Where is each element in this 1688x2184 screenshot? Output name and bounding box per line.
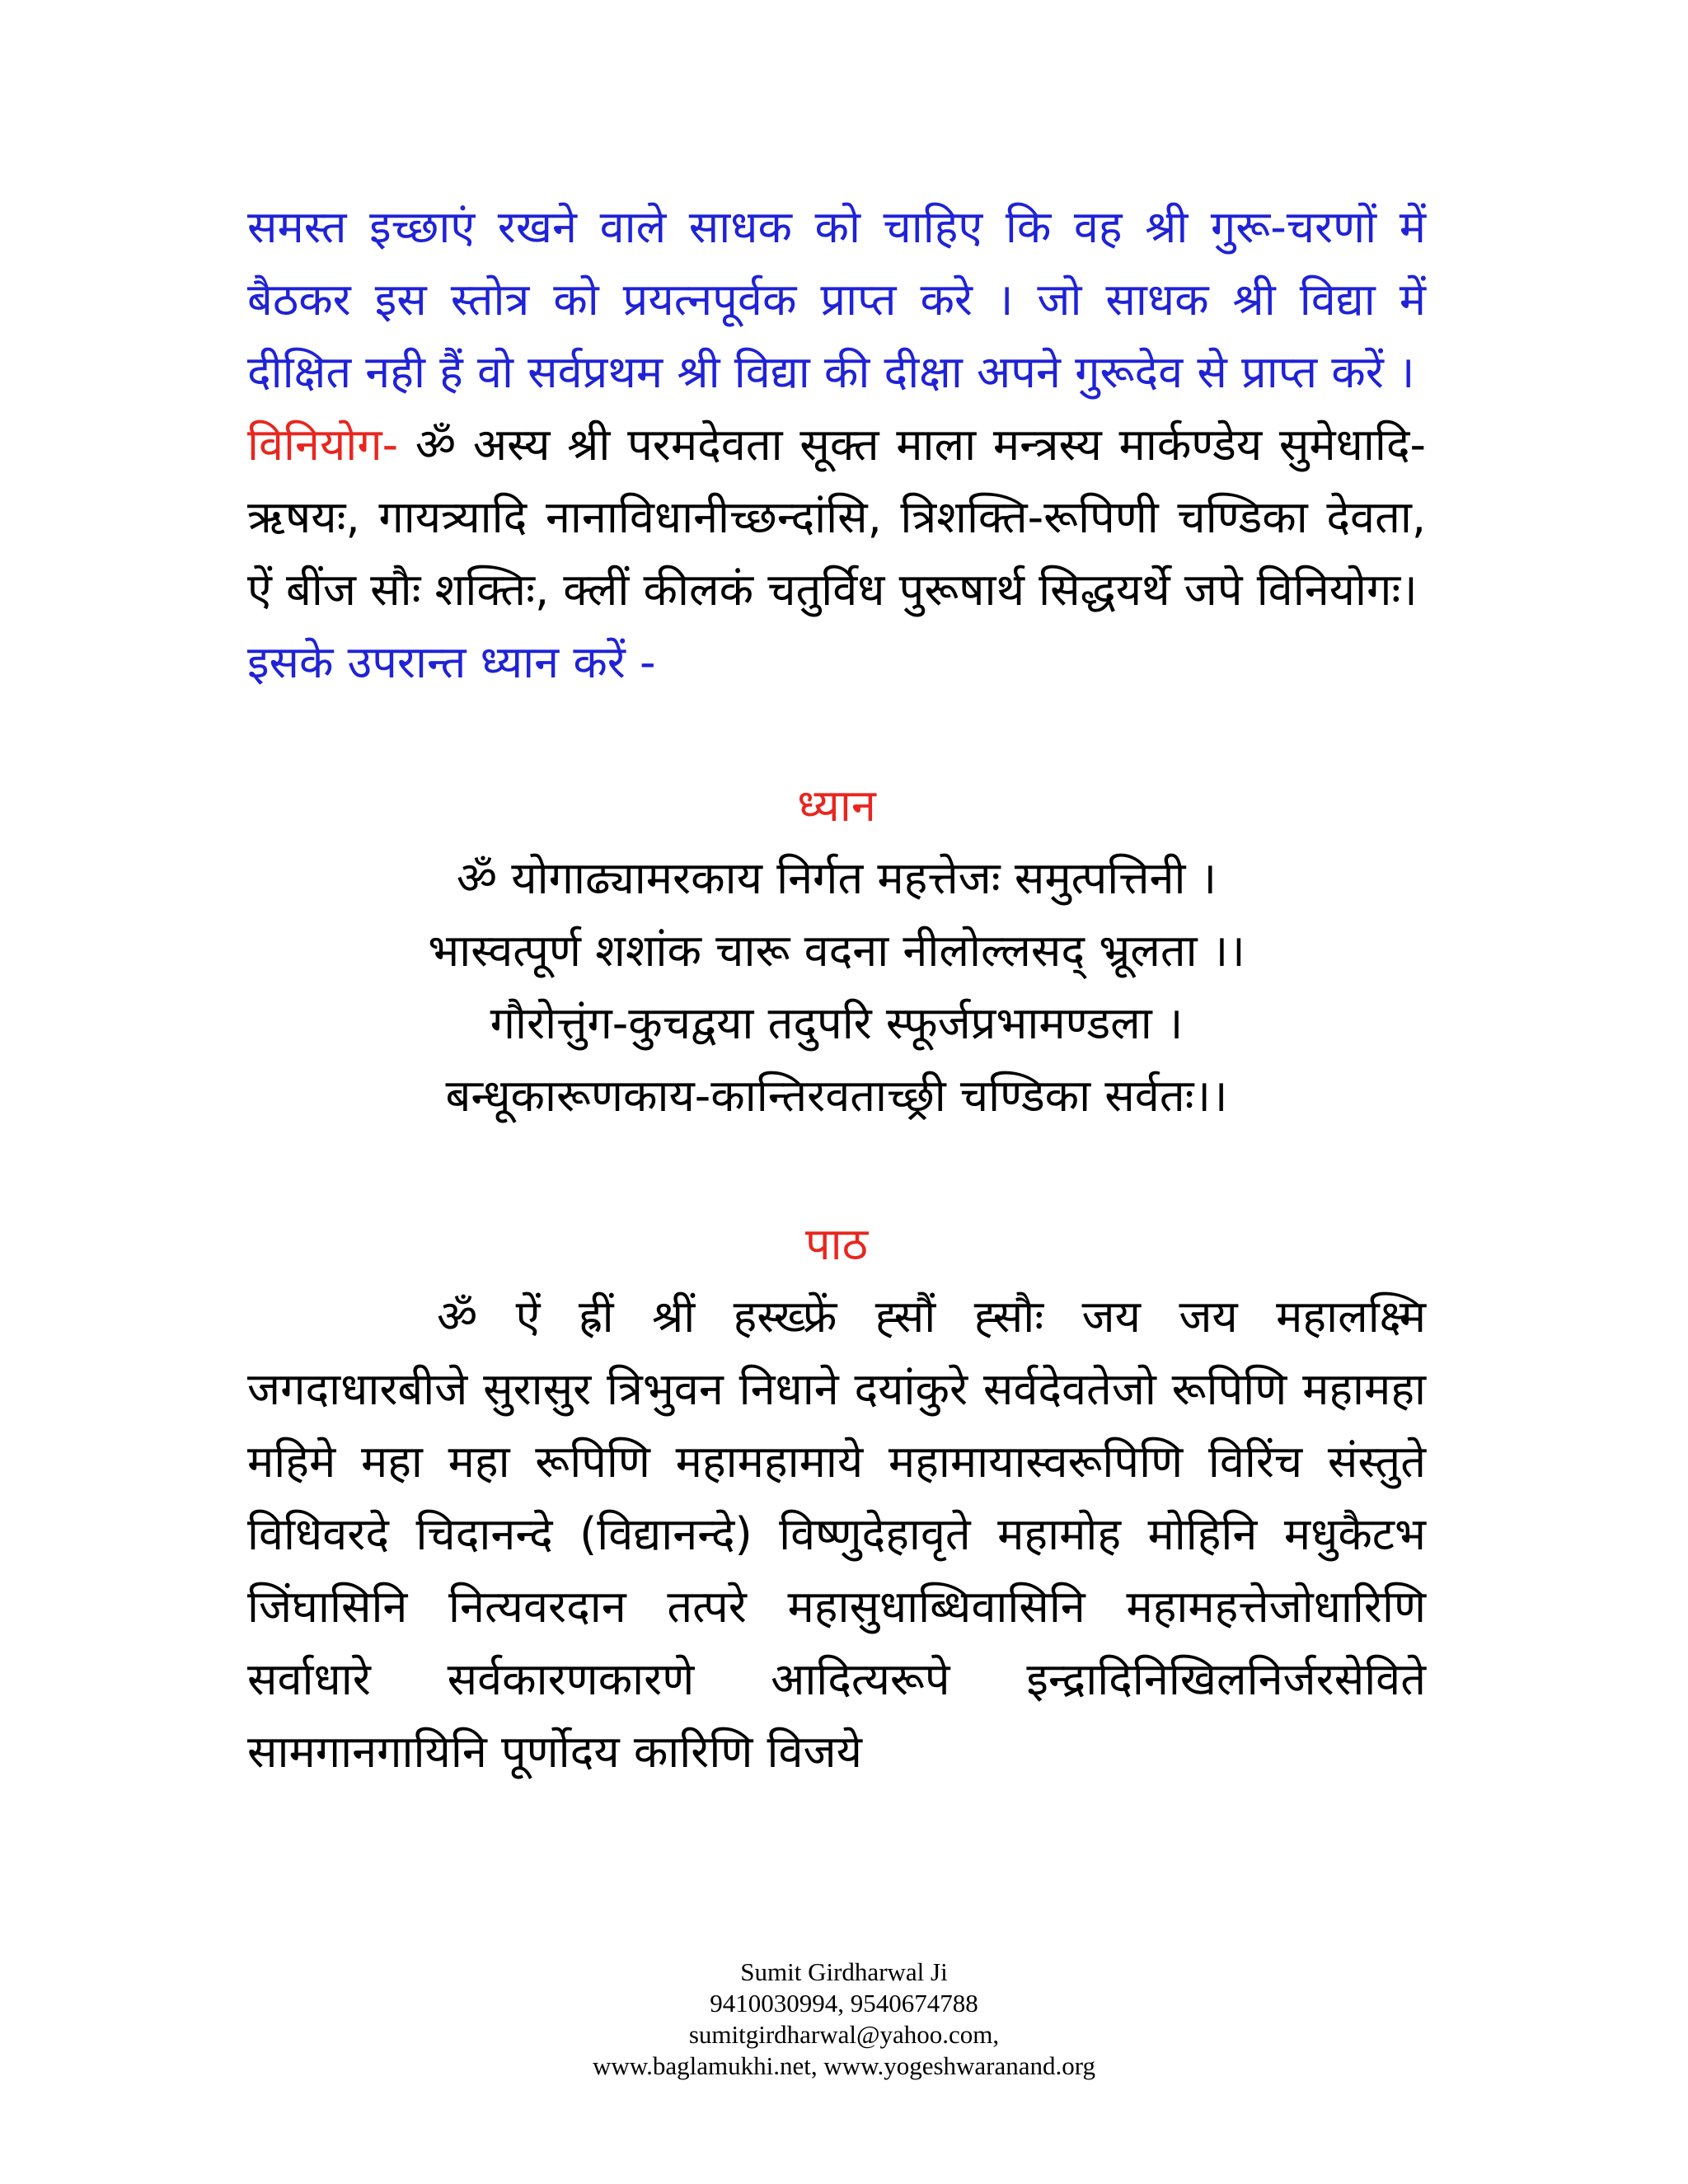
viniyog-paragraph [247, 409, 1426, 626]
dhyan-verse-line-1: ॐ योगाढ्यामरकाय निर्गत महत्तेजः समुत्पत्तिनी । [456, 852, 1217, 904]
footer-email: sumitgirdharwal@yahoo.com, [688, 2020, 1000, 2049]
dhyan-verse-line-2: भास्वत्पूर्ण शशांक चारू वदना नीलोल्लसद् भ्रूलता ।। [428, 925, 1245, 977]
spacer [247, 699, 1426, 770]
dhyan-verse-line-4: बन्धूकारूणकाय-कान्तिरवताच्छ्री चण्डिका सर्वतः।। [445, 1070, 1228, 1122]
footer-name: Sumit Girdharwal Ji [740, 1957, 948, 1986]
page-content [247, 191, 1426, 1788]
page-footer [0, 1957, 1688, 2082]
path-heading: पाठ [804, 1218, 869, 1270]
dhyan-heading: ध्यान [797, 780, 876, 832]
viniyog-text: ॐ अस्य श्री परमदेवता सूक्त माला मन्त्रस्य मार्कण्डेय सुमेधादि- ऋषयः, गायत्र्यादि नानाविधानीच्छन्दांसि, त्रिशक्ति-रूपिणी चण्डिका देवता, ऐं बींज सौः शक्तिः, क्लीं कीलकं चतुर्विध पुरूषार्थ सिद्धयर्थे जपे विनियोगः। [247, 419, 1426, 616]
footer-phones: 9410030994, 9540674788 [710, 1989, 978, 2018]
intro-paragraph: समस्त इच्छाएं रखने वाले साधक को चाहिए कि वह श्री गुरू-चरणों में बैठकर इस स्तोत्र को प्रयत्नपूर्वक प्राप्त करे । जो साधक श्री विद्या में दीक्षित नही हैं वो सर्वप्रथम श्री विद्या की दीक्षा अपने गुरूदेव से प्राप्त करें । [247, 201, 1426, 398]
spacer [247, 1132, 1426, 1208]
viniyog-label: विनियोग- [247, 419, 399, 471]
path-paragraph: ॐ ऐं ह्रीं श्रीं हस्ख्फ्रें ह्सौं ह्सौः जय जय महालक्ष्मि जगदाधारबीजे सुरासुर त्रिभुवन निधाने दयांकुरे सर्वदेवतेजो रूपिणि महामहा महिमे महा महा रूपिणि महामहामाये महामायास्वरूपिणि विरिंच संस्तुते विधिवरदे चिदानन्दे (विद्यानन्दे) विष्णुदेहावृते महामोह मोहिनि मधुकैटभ जिंघासिनि नित्यवरदान तत्परे महासुधाब्धिवासिनि महामहत्तेजोधारिणि सर्वाधारे सर्वकारणकारणे आदित्यरूपे इन्द्रादिनिखिलनिर्जरसेविते सामगानगायिनि पूर्णोदय कारिणि विजये [247, 1291, 1426, 1778]
footer-websites: www.baglamukhi.net, www.yogeshwaranand.org [592, 2051, 1096, 2080]
dhyan-verse-line-3: गौरोत्तुंग-कुचद्वया तदुपरि स्फूर्जप्रभामण्डला । [490, 997, 1184, 1049]
dhyan-instruction: इसके उपरान्त ध्यान करें - [247, 636, 656, 688]
